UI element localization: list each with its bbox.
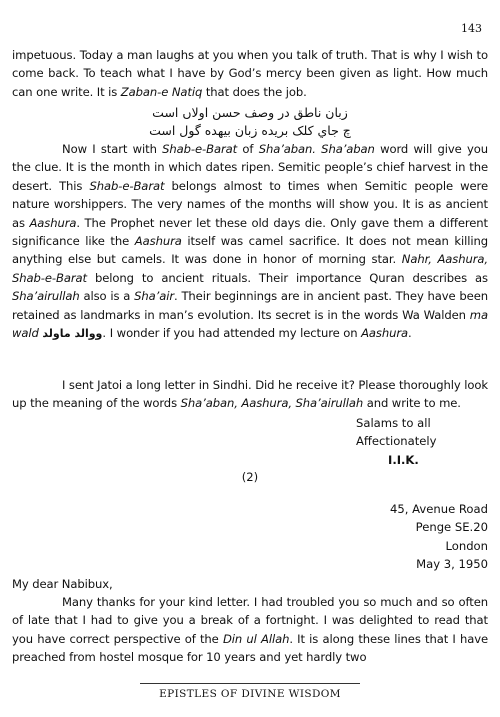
paragraph-1	[12, 46, 488, 101]
address-street: 45, Avenue Road	[390, 502, 488, 516]
footer-rule	[140, 683, 360, 684]
section-marker: (2)	[241, 470, 259, 484]
paragraph-text: .	[408, 326, 412, 341]
paragraph-text: I sent Jatoi a long letter in Sindhi. Did he receive it? Please thoroughly look up the meaning of the words	[12, 378, 488, 411]
paragraph-text: . It is along these lines that I have preached from hostel mosque for 10 years and yet hardly two	[12, 631, 489, 665]
paragraph-text: . Their beginnings are in ancient past. They have been retained as landmarks in man’s evolution. Its secret is in the words Wa Walden	[12, 289, 489, 322]
signoff-block	[356, 414, 437, 469]
paragraph-text: . The Prophet never let these old days die. Only gave them a different significance like the	[12, 215, 489, 249]
persian-verse-line-1: زبان ناطق در وصف حسن اولاں است	[152, 105, 348, 120]
paragraph-4-body	[12, 593, 489, 665]
italic-term: Nahr, Aashura, Shab-e-Barat	[12, 252, 488, 285]
paragraph-text: Many thanks for your kind letter. I had troubled you so much and so often of late that I had to give you a break of a fortnight. I was delighted to read that you have correct perspective of the	[12, 595, 488, 646]
paragraph-text: that does the job.	[202, 84, 307, 99]
paragraph-text: of	[237, 142, 259, 156]
paragraph-text: impetuous. Today a man laughs at you when you talk of truth. That is why I wish to come back. To teach what I have by God’s mercy been given as light. How much can one write. It is	[12, 48, 488, 99]
paragraph-text: word will give you the clue. It is the month in which dates ripen. Semitic people’s chief harvest in the desert. This	[12, 142, 488, 193]
letter-date: May 3, 1950	[416, 557, 488, 572]
italic-term: ma wald	[12, 307, 488, 341]
italic-term: Zaban-e Natiq	[120, 84, 203, 99]
italic-term: Sha’aban. Sha’aban	[258, 142, 375, 156]
paragraph-text: and write to me.	[363, 396, 461, 411]
italic-term: Shab-e-Barat	[89, 178, 165, 193]
running-footer: EPISTLES OF DIVINE WISDOM	[159, 688, 341, 700]
italic-term: Din ul Allah	[222, 631, 290, 646]
italic-term: Sha’airullah	[12, 289, 80, 304]
signoff-salams: Salams to all	[356, 416, 431, 430]
page-number: 143	[461, 22, 482, 35]
italic-term: Aashura	[134, 234, 182, 249]
paragraph-2	[12, 140, 488, 343]
italic-term: Shab-e-Barat	[162, 142, 238, 156]
persian-verse-line-2: چ جاي کلک بريده زبان بيهده گول است	[149, 123, 351, 138]
salutation-text: My dear Nabibux,	[12, 577, 113, 591]
paragraph-text: itself was camel sacrifice. It does not mean killing anything else but camels. It was done in honor of morning star.	[12, 234, 488, 267]
address-city: London	[445, 538, 488, 553]
arabic-phrase: ووالد ماولد	[42, 327, 103, 341]
paragraph-3	[12, 376, 488, 413]
italic-term: Sha’aban, Aashura, Sha’airullah	[180, 396, 364, 411]
address-district: Penge SE.20	[415, 520, 488, 535]
paragraph-text: belong to ancient rituals. Their importance Quran describes as	[86, 270, 488, 285]
salutation	[12, 575, 488, 593]
italic-term: Aashura	[29, 215, 77, 230]
address-block	[390, 500, 488, 574]
italic-term: Sha’air	[134, 289, 175, 304]
paragraph-text: also is a	[79, 289, 135, 304]
paragraph-text: belongs almost to times when Semitic people were nature worshippers. The very names of the months will show you. It is as ancient as	[12, 178, 488, 230]
paragraph-text: . I wonder if you had attended my lecture on	[102, 326, 362, 341]
signoff-affectionately: Affectionately	[356, 434, 437, 449]
italic-term: Aashura	[361, 326, 409, 341]
signoff-initials: I.I.K.	[388, 452, 419, 467]
paragraph-text: Now I start with	[62, 142, 163, 156]
